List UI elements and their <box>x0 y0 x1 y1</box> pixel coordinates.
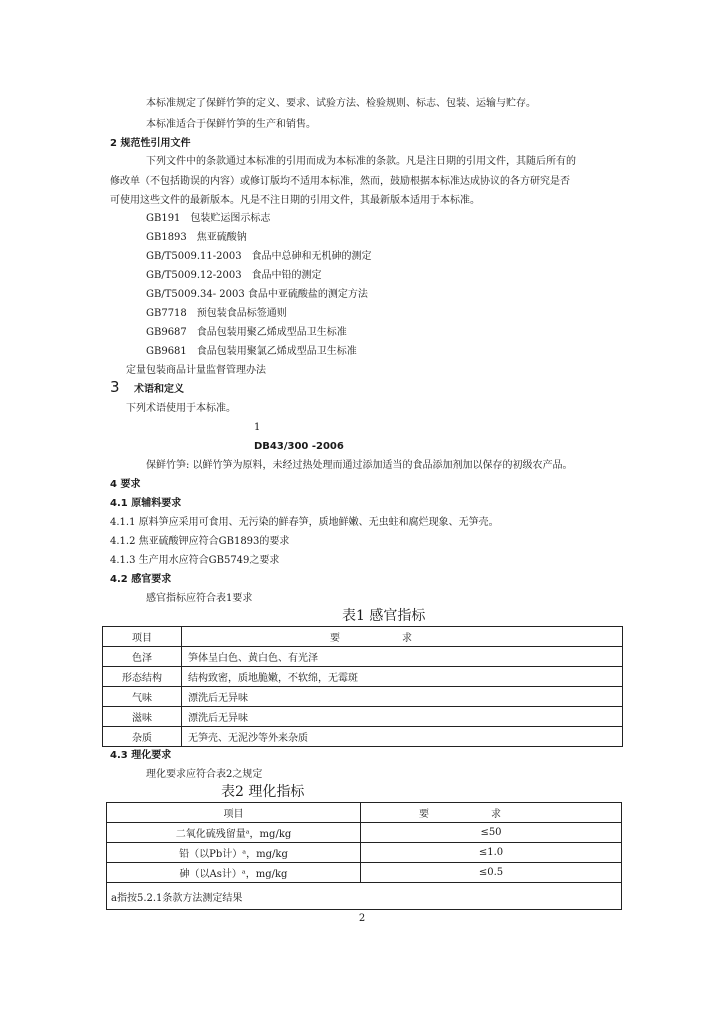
table-row <box>103 707 623 727</box>
table-cell: 气味 <box>103 687 182 707</box>
table-note: a指按5.2.1条款方法测定结果 <box>107 883 622 910</box>
reference-item: 定量包装商品计量监督管理办法 <box>126 365 266 376</box>
section-2-paragraph-line-2: 修改单（不包括勘误的内容）或修订版均不适用本标准，然而，鼓励根据本标准达成协议的各方研究是否 <box>110 176 570 187</box>
section-3-number: 3 <box>110 378 120 396</box>
section-4-2-paragraph: 感官指标应符合表1要求 <box>146 593 253 604</box>
reference-item: GB191 包装贮运图示标志 <box>146 213 271 224</box>
section-3-intro: 下列术语使用于本标准。 <box>126 403 236 414</box>
table-row <box>103 667 623 687</box>
table-2-caption: 表2 理化指标 <box>221 784 305 800</box>
table-row <box>107 863 622 883</box>
document-code: DB43/300 -2006 <box>254 441 344 452</box>
table-cell: 砷（以As计）ᵃ，mg/kg <box>107 863 361 883</box>
table-row <box>107 843 622 863</box>
section-2-paragraph-line-1: 下列文件中的条款通过本标准的引用而成为本标准的条款。凡是注日期的引用文件，其随后所有的 <box>146 156 576 167</box>
scope-line-1: 本标准规定了保鲜竹笋的定义、要求、试验方法、检验规则、标志、包装、运输与贮存。 <box>146 98 536 109</box>
table-cell: 笋体呈白色、黄白色、有光泽 <box>182 647 623 667</box>
column-header: 要求 <box>361 803 622 823</box>
table-header-row <box>107 803 622 823</box>
table-cell: ≤0.5 <box>361 863 622 883</box>
section-4-1-heading: 4.1 原辅料要求 <box>110 498 182 509</box>
section-2-heading: 2 规范性引用文件 <box>110 138 191 149</box>
table-cell: 无笋壳、无泥沙等外来杂质 <box>182 727 623 747</box>
section-4-3-heading: 4.3 理化要求 <box>110 750 172 761</box>
table-cell: 杂质 <box>103 727 182 747</box>
table-cell: 二氧化硫残留量ᵃ，mg/kg <box>107 823 361 843</box>
sensory-table <box>102 626 623 747</box>
table-cell: 滋味 <box>103 707 182 727</box>
section-2-paragraph-line-3: 可使用这些文件的最新版本。凡是不注日期的引用文件，其最新版本适用于本标准。 <box>110 195 480 206</box>
table-cell: 铅（以Pb计）ᵃ，mg/kg <box>107 843 361 863</box>
reference-item: GB9687 食品包装用聚乙烯成型品卫生标准 <box>146 327 347 338</box>
table-cell: ≤1.0 <box>361 843 622 863</box>
requirement-4-1-1: 4.1.1 原料笋应采用可食用、无污染的鲜春笋，质地鲜嫩、无虫蛀和腐烂现象、无笋壳。 <box>110 517 499 528</box>
reference-item: GB1893 焦亚硫酸钠 <box>146 232 247 243</box>
reference-item: GB/T5009.34- 2003 食品中亚硫酸盐的测定方法 <box>146 289 368 300</box>
table-header-row <box>103 627 623 647</box>
reference-item: GB9681 食品包装用聚氯乙烯成型品卫生标准 <box>146 346 357 357</box>
section-4-2-heading: 4.2 感官要求 <box>110 574 172 585</box>
section-4-3-paragraph: 理化要求应符合表2之规定 <box>146 769 263 780</box>
reference-item: GB/T5009.12-2003 食品中铅的测定 <box>146 270 322 281</box>
definition-text: 保鲜竹笋: 以鲜竹笋为原料，未经过热处理而通过添加适当的食品添加剂加以保存的初级农产品。 <box>146 460 573 471</box>
physicochemical-table <box>106 802 622 910</box>
requirement-4-1-2: 4.1.2 焦亚硫酸钾应符合GB1893的要求 <box>110 536 290 547</box>
scope-line-2: 本标准适合于保鲜竹笋的生产和销售。 <box>146 119 316 130</box>
requirement-4-1-3: 4.1.3 生产用水应符合GB5749之要求 <box>110 555 280 566</box>
table-row <box>103 647 623 667</box>
table-cell: 结构致密，质地脆嫩，不软绵，无霉斑 <box>182 667 623 687</box>
table-1-caption: 表1 感官指标 <box>342 608 426 624</box>
column-header: 项目 <box>107 803 361 823</box>
reference-item: GB/T5009.11-2003 食品中总砷和无机砷的测定 <box>146 251 372 262</box>
column-header: 项目 <box>103 627 182 647</box>
table-cell: 形态结构 <box>103 667 182 687</box>
table-cell: ≤50 <box>361 823 622 843</box>
table-row <box>107 823 622 843</box>
reference-item: GB7718 预包装食品标签通则 <box>146 308 287 319</box>
section-3-heading: 术语和定义 <box>134 384 184 395</box>
column-header: 要求 <box>182 627 623 647</box>
table-cell: 色泽 <box>103 647 182 667</box>
page-number: 2 <box>358 913 366 924</box>
table-note-row <box>107 883 622 910</box>
table-row <box>103 687 623 707</box>
stray-number: 1 <box>254 422 261 433</box>
table-cell: 漂洗后无异味 <box>182 707 623 727</box>
section-4-heading: 4 要求 <box>110 479 141 490</box>
table-cell: 漂洗后无异味 <box>182 687 623 707</box>
table-row <box>103 727 623 747</box>
